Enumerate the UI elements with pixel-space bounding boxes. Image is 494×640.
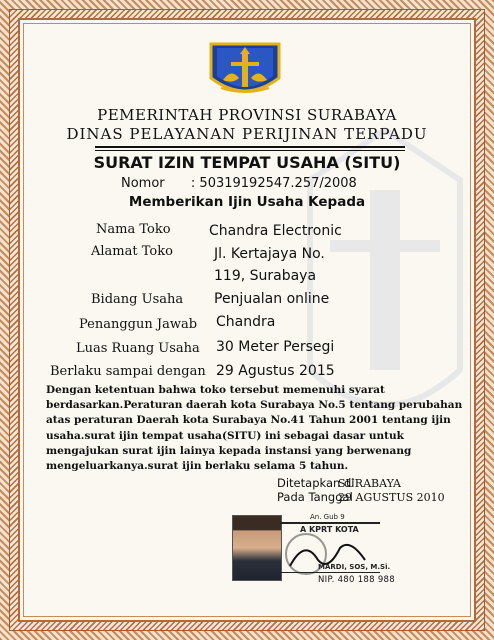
store-address-value-line2: 119, Surabaya xyxy=(214,268,317,284)
issued-date: 29 AGUSTUS 2010 xyxy=(338,491,445,504)
stamp-top-text: An. Gub 9 xyxy=(310,513,345,521)
surabaya-emblem-icon xyxy=(207,38,283,104)
stamp-line-text: A KPRT KOTA xyxy=(300,525,359,534)
valid-until-value: 29 Agustus 2015 xyxy=(216,363,335,379)
business-field-label: Bidang Usaha xyxy=(91,292,184,307)
terms-line: mengajukan surat ijin lainya kepada instansi yang berwenang xyxy=(46,444,412,457)
document-number xyxy=(121,176,357,191)
valid-until-label: Berlaku sampai dengan xyxy=(50,364,206,379)
nomor-value: : 50319192547.257/2008 xyxy=(190,176,357,191)
department-name: DINAS PELAYANAN PERIJINAN TERPADU xyxy=(66,125,428,143)
document-title: SURAT IZIN TEMPAT USAHA (SITU) xyxy=(93,153,401,172)
granted-to-heading: Memberikan Ijin Usaha Kepada xyxy=(128,194,366,210)
issued-at-label: Ditetapkan di xyxy=(277,476,355,490)
issued-date-label: Pada Tanggal xyxy=(277,490,353,504)
government-name: PEMERINTAH PROVINSI SURABAYA xyxy=(97,106,397,124)
terms-paragraph xyxy=(46,383,463,474)
terms-line: Dengan ketentuan bahwa toko tersebut memenuhi syarat xyxy=(46,384,385,396)
official-name: MARDI, SOS, M.Si. xyxy=(318,563,390,571)
nomor-label: Nomor xyxy=(121,176,165,191)
responsible-person-label: Penanggun Jawab xyxy=(79,317,198,332)
header-divider-thick xyxy=(95,146,405,148)
official-nip: NIP. 480 188 988 xyxy=(318,575,395,585)
issued-place: SURABAYA xyxy=(338,477,401,490)
store-address-value-line1: Jl. Kertajaya No. xyxy=(214,246,325,262)
header-divider-thin xyxy=(95,150,405,151)
store-name-label: Nama Toko xyxy=(96,222,171,237)
store-name-value: Chandra Electronic xyxy=(209,223,342,239)
terms-line: usaha.surat ijin tempat usaha(SITU) ini sebagai dasar untuk xyxy=(46,429,404,442)
terms-line: mengeluarkanya.surat ijin berlaku selama 5 tahun. xyxy=(46,460,349,473)
business-area-label: Luas Ruang Usaha xyxy=(76,341,200,356)
business-field-value: Penjualan online xyxy=(214,291,330,307)
issued-values xyxy=(338,477,445,505)
terms-line: berdasarkan.Peraturan daerah kota Surabaya No.5 tentang perubahan xyxy=(46,399,463,412)
store-address-label: Alamat Toko xyxy=(91,244,173,259)
terms-line: atas peraturan Daerah kota Surabaya No.41 Tahun 2001 tentang ijin xyxy=(46,414,451,427)
business-area-value: 30 Meter Persegi xyxy=(216,339,335,355)
responsible-person-value: Chandra xyxy=(216,314,276,330)
